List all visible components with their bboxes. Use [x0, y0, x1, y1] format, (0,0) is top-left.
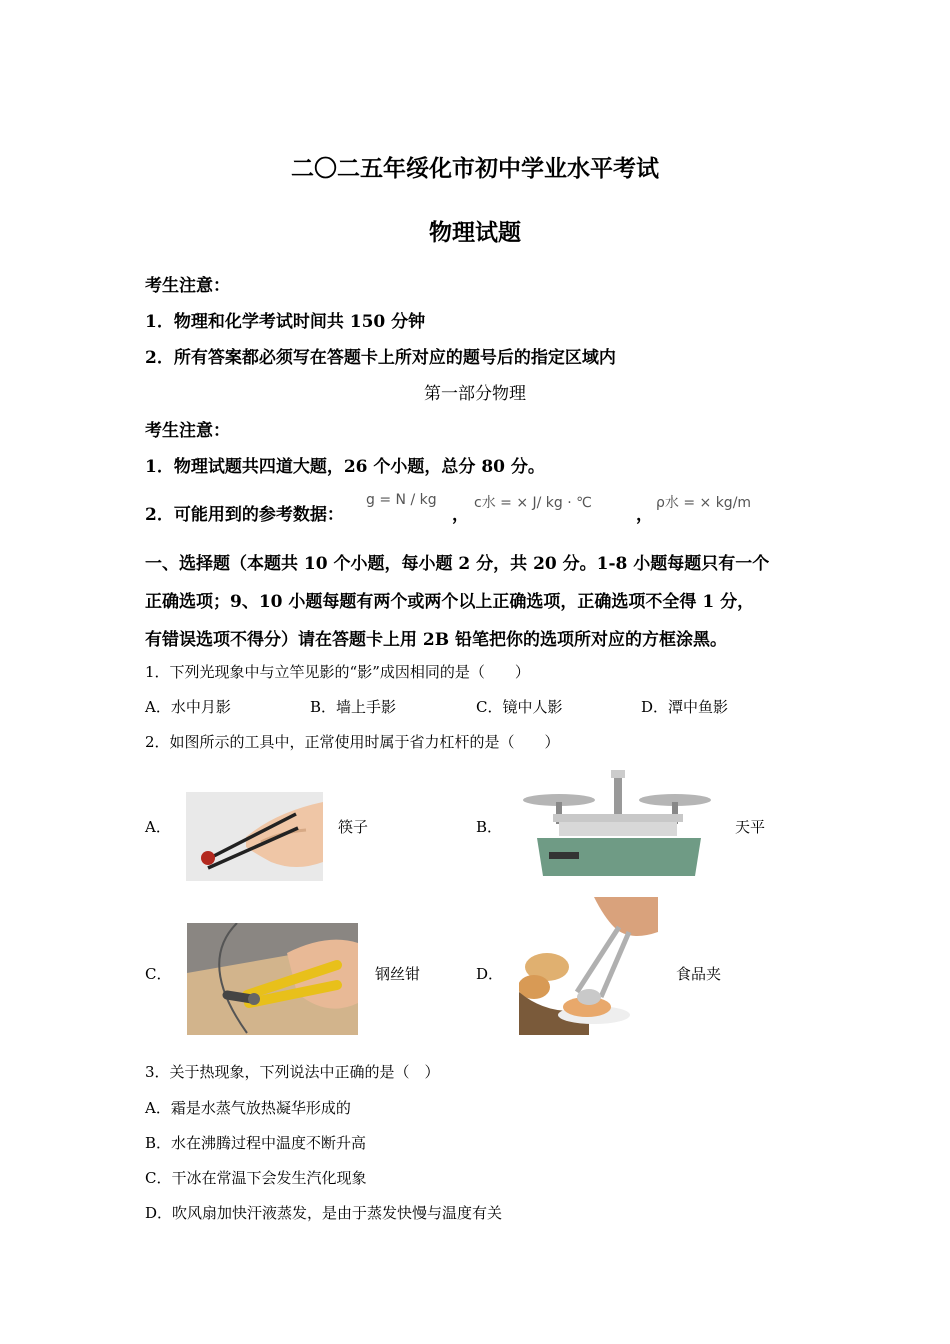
section-heading: 有错误选项不得分）请在答题卡上用 2B 铅笔把你的选项所对应的方框涂黑。: [145, 630, 728, 650]
option: B．水在沸腾过程中温度不断升高: [145, 1134, 367, 1152]
food-tongs-photo: [519, 897, 658, 1035]
option: A．水中月影: [145, 698, 231, 716]
option-letter: B．: [476, 818, 503, 836]
notice-heading: 考生注意：: [145, 276, 230, 296]
section-heading: 正确选项；9、10 小题每题有两个或两个以上正确选项，正确选项不全得 1 分，: [145, 592, 755, 612]
notice-item: 1．物理和化学考试时间共 150 分钟: [145, 312, 426, 332]
option: D．吹风扇加快汗液蒸发，是由于蒸发快慢与温度有关: [145, 1204, 503, 1222]
option-letter: D．: [476, 965, 504, 983]
pliers-photo: [187, 923, 358, 1035]
question-stem: 1．下列光现象中与立竿见影的“影”成因相同的是（ ）: [145, 663, 530, 681]
exam-title: 二〇二五年绥化市初中学业水平考试: [291, 155, 659, 182]
option-letter: C．: [145, 965, 172, 983]
separator: ，: [452, 505, 469, 525]
formula-g: g = N / kg: [366, 492, 437, 508]
option: C．镜中人影: [476, 698, 563, 716]
notice-item: 2．所有答案都必须写在答题卡上所对应的题号后的指定区域内: [145, 348, 616, 368]
section-heading: 一、选择题（本题共 10 个小题，每小题 2 分，共 20 分。1-8 小题每题只有一个: [145, 554, 770, 574]
part-title: 第一部分物理: [424, 384, 526, 404]
formula-rho: ρ水 = × kg/m: [656, 495, 752, 511]
notice-item: 2．可能用到的参考数据：: [145, 505, 344, 525]
separator: ，: [636, 505, 653, 525]
option: D．潭中鱼影: [641, 698, 729, 716]
question-stem: 3．关于热现象，下列说法中正确的是（ ）: [145, 1063, 440, 1081]
question-stem: 2．如图所示的工具中，正常使用时属于省力杠杆的是（ ）: [145, 733, 560, 751]
formula-c: c水 = × J/ kg · ℃: [474, 495, 592, 511]
notice-heading: 考生注意：: [145, 421, 230, 441]
option-name: 天平: [735, 818, 766, 836]
option-name: 钢丝钳: [375, 965, 421, 983]
exam-subtitle: 物理试题: [429, 219, 521, 246]
option: C．干冰在常温下会发生汽化现象: [145, 1169, 367, 1187]
option-name: 食品夹: [676, 965, 722, 983]
option-letter: A．: [145, 818, 171, 836]
notice-item: 1．物理试题共四道大题，26 个小题，总分 80 分。: [145, 457, 545, 477]
option: A．霜是水蒸气放热凝华形成的: [145, 1099, 351, 1117]
option-name: 筷子: [338, 818, 369, 836]
option: B．墙上手影: [310, 698, 397, 716]
chopsticks-photo: [186, 792, 323, 881]
balance-photo: [519, 766, 719, 878]
